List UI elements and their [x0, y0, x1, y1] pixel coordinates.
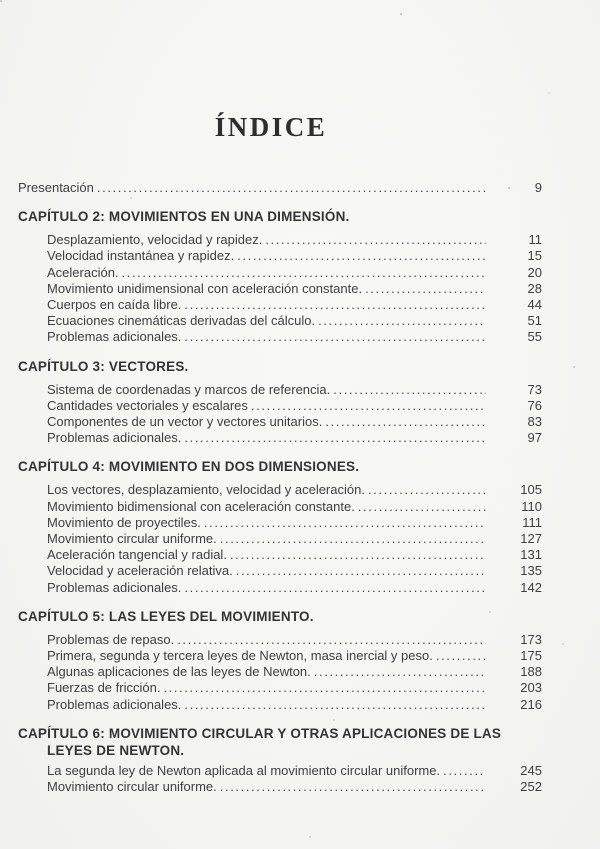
toc-entry-title: Presentación [18, 180, 94, 195]
toc-entry-page: 142 [520, 579, 542, 595]
toc-entry-title: Ecuaciones cinemáticas derivadas del cálculo. [47, 313, 316, 329]
toc-entry [18, 680, 542, 696]
toc-entry-page: 20 [527, 264, 542, 280]
toc-entry-page: 15 [527, 248, 542, 264]
leader-dots [333, 382, 486, 398]
toc-entry-page: 216 [520, 696, 542, 712]
toc-entry-title: Movimiento bidimensional con aceleración constante. [47, 498, 355, 514]
leader-dots [184, 430, 486, 446]
toc-entry-title: Cantidades vectoriales y escalares [47, 397, 248, 413]
toc-entry [18, 482, 542, 498]
toc-entry-page: 83 [527, 414, 542, 430]
toc-entry-page: 203 [520, 680, 542, 696]
toc-entry-page: 9 [534, 180, 542, 195]
toc-entry-page: 11 [528, 232, 542, 248]
toc-section-capitulo-5 [18, 608, 542, 713]
toc-entry-page: 111 [522, 514, 542, 530]
toc-entry [18, 281, 542, 297]
toc-entry [18, 648, 542, 664]
toc-entry [18, 398, 542, 414]
toc-entry-title: Primera, segunda y tercera leyes de Newton, masa inercial y peso. [47, 648, 433, 664]
toc-entry-page: 175 [520, 648, 542, 664]
toc-entry-page: 127 [520, 531, 542, 547]
leader-dots [204, 515, 486, 531]
toc-entry [18, 248, 542, 264]
toc-entry-presentacion [18, 180, 542, 196]
toc-entry-title: Aceleración tangencial y radial. [47, 547, 227, 563]
toc-entry-page: 110 [521, 498, 542, 514]
toc-entry-page: 135 [520, 563, 542, 579]
toc-section-capitulo-6 [18, 725, 542, 795]
toc-entry-title: Velocidad y aceleración relativa. [47, 563, 233, 579]
toc-entry-page: 76 [527, 397, 542, 413]
chapter-heading: CAPÍTULO 6: MOVIMIENTO CIRCULAR Y OTRAS APLICACIONES DE LAS LEYES DE NEWTON. [18, 725, 502, 758]
toc-entry-title: Problemas adicionales. [47, 430, 182, 446]
leader-dots [443, 763, 486, 779]
toc-entry-title: Movimiento de proyectiles. [47, 514, 201, 530]
toc-entry [18, 632, 542, 648]
toc-entry [18, 313, 542, 329]
toc-entry [18, 265, 542, 281]
toc-entry [18, 563, 542, 579]
toc-entry-title: Componentes de un vector y vectores unitarios. [47, 414, 323, 430]
leader-dots [365, 281, 486, 297]
toc-entry-page: 51 [527, 313, 542, 329]
toc-entry-title: Los vectores, desplazamiento, velocidad y aceleración. [47, 482, 365, 498]
toc-entry [18, 329, 542, 345]
leader-dots [358, 499, 486, 515]
leader-dots [318, 313, 486, 329]
leader-dots [325, 414, 486, 430]
leader-dots [163, 680, 486, 696]
toc-entry [18, 430, 542, 446]
toc-section-capitulo-3 [18, 358, 542, 447]
toc-entry [18, 414, 542, 430]
toc-entry-title: Fuerzas de fricción. [47, 680, 161, 696]
toc-section-capitulo-4 [18, 458, 542, 595]
toc-entry-title: Desplazamiento, velocidad y rapidez. [47, 232, 263, 248]
toc-entry-page: 131 [520, 547, 542, 563]
leader-dots [314, 664, 486, 680]
chapter-heading: CAPÍTULO 5: LAS LEYES DEL MOVIMIENTO. [18, 608, 314, 624]
toc-entry-title: Problemas de repaso. [47, 631, 175, 647]
leader-dots [368, 482, 486, 498]
toc-content [18, 0, 542, 795]
page-title: ÍNDICE [214, 112, 328, 142]
toc-entry-title: Problemas adicionales. [47, 696, 182, 712]
leader-dots [220, 779, 486, 795]
toc-entry [18, 232, 542, 248]
toc-entry-title: Algunas aplicaciones de las leyes de Newton. [47, 664, 311, 680]
chapter-heading: CAPÍTULO 4: MOVIMIENTO EN DOS DIMENSIONES. [18, 459, 360, 475]
toc-entry-page: 44 [527, 297, 542, 313]
toc-entry-page: 28 [527, 280, 542, 296]
toc-entry-page: 73 [527, 381, 542, 397]
leader-dots [265, 232, 486, 248]
leader-dots [220, 531, 486, 547]
leader-dots [184, 697, 486, 713]
leader-dots [251, 398, 486, 414]
toc-entry-title: Sistema de coordenadas y marcos de referencia. [47, 381, 331, 397]
leader-dots [236, 563, 486, 579]
toc-entry-title: Velocidad instantánea y rapidez. [47, 248, 235, 264]
leader-dots [230, 547, 486, 563]
toc-entry [18, 664, 542, 680]
toc-entry-page: 188 [520, 664, 542, 680]
toc-section-capitulo-2 [18, 208, 542, 345]
toc-entry-title: Movimiento unidimensional con aceleración constante. [47, 280, 363, 296]
toc-entry-title: Problemas adicionales. [47, 579, 182, 595]
toc-entry-page: 105 [520, 482, 542, 498]
leader-dots [177, 632, 486, 648]
toc-entry-page: 173 [520, 631, 542, 647]
chapter-heading: CAPÍTULO 2: MOVIMIENTOS EN UNA DIMENSIÓN. [18, 209, 350, 225]
toc-entry-title: Problemas adicionales. [47, 329, 182, 345]
leader-dots [237, 248, 486, 264]
toc-entry [18, 697, 542, 713]
toc-entry-title: La segunda ley de Newton aplicada al movimiento circular uniforme. [47, 762, 441, 778]
toc-entry [18, 531, 542, 547]
toc-entry [18, 580, 542, 596]
leader-dots [184, 580, 486, 596]
leader-dots [436, 648, 486, 664]
toc-entry-title: Aceleración. [47, 264, 119, 280]
leader-dots [184, 329, 486, 345]
toc-entry-page: 55 [527, 329, 542, 345]
toc-entry-page: 97 [527, 430, 542, 446]
leader-dots [122, 265, 486, 281]
leader-dots [184, 297, 486, 313]
toc-entry [18, 499, 542, 515]
toc-entry-title: Movimiento circular uniforme. [47, 531, 217, 547]
toc-entry-title: Cuerpos en caída libre. [47, 297, 182, 313]
toc-entry-page: 252 [520, 779, 542, 795]
toc-entry [18, 297, 542, 313]
toc-entry [18, 547, 542, 563]
toc-entry-title: Movimiento circular uniforme. [47, 779, 217, 795]
toc-entry [18, 763, 542, 779]
toc-entry [18, 382, 542, 398]
toc-entry [18, 779, 542, 795]
leader-dots [97, 180, 486, 196]
toc-entry-page: 245 [520, 762, 542, 778]
chapter-heading: CAPÍTULO 3: VECTORES. [18, 358, 189, 374]
toc-entry [18, 515, 542, 531]
